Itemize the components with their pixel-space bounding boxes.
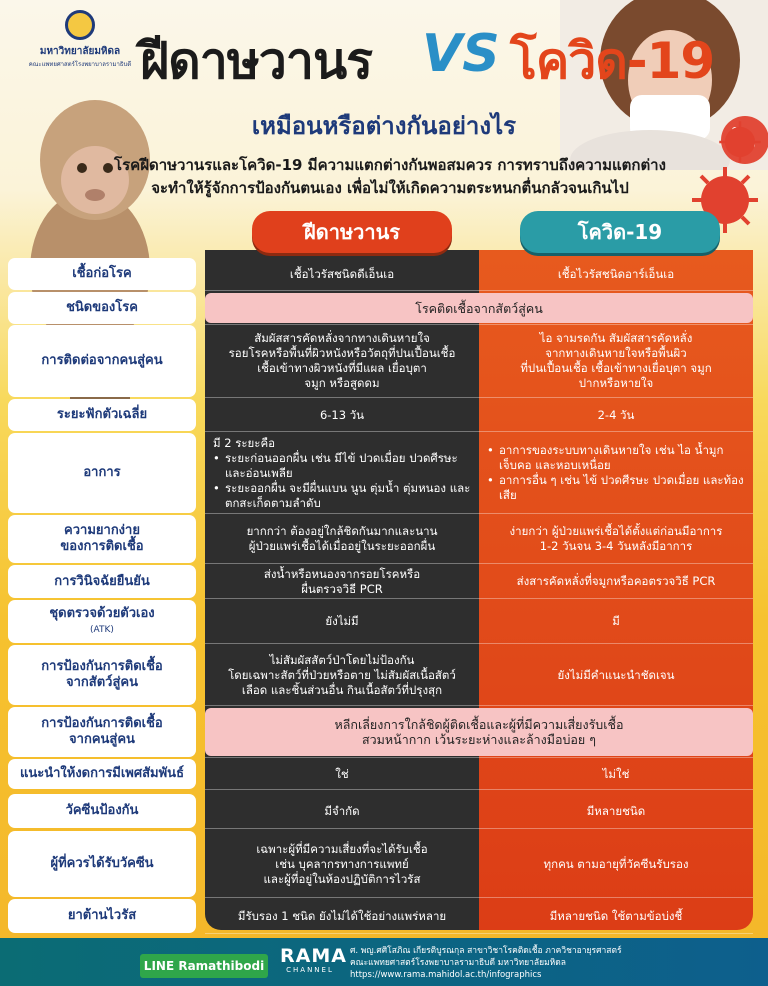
cell-text xyxy=(256,842,427,887)
cell-line: การป้องกันการติดเชื้อ xyxy=(41,659,163,674)
bullet-list xyxy=(213,451,471,511)
cell-text: มีรับรอง 1 ชนิด ยังไม่ได้ใช้อย่างแพร่หลาย xyxy=(237,908,447,923)
cell-text: ผู้ที่ควรได้รับวัคซีน xyxy=(50,856,154,871)
row-separator xyxy=(205,789,753,790)
right-cell xyxy=(479,759,753,789)
row-label xyxy=(8,707,196,757)
cell-line: สวมหน้ากาก เว้นระยะห่างและล้างมือบ่อย ๆ xyxy=(362,732,596,747)
row-label xyxy=(8,258,196,290)
cell-text: เชื้อไวรัสชนิดดีเอ็นเอ xyxy=(289,266,395,281)
channel-text: CHANNEL xyxy=(286,966,334,974)
cell-text xyxy=(520,331,711,391)
cell-text: เชื้อไวรัสชนิดอาร์เอ็นเอ xyxy=(557,266,675,281)
logo-line2: คณะแพทยศาสตร์โรงพยาบาลรามาธิบดี xyxy=(28,61,132,68)
row-separator xyxy=(205,513,753,514)
cell-text xyxy=(264,567,420,597)
cell-line: จมูก หรือสูดดม xyxy=(304,376,380,390)
column-header-mpox: ฝีดาษวานร xyxy=(252,211,452,253)
row-separator xyxy=(205,397,753,398)
bullet-item: • ระยะก่อนออกผื่น เช่น มีไข้ ปวดเมื่อย ปวดศีรษะ และอ่อนเพลีย xyxy=(213,451,471,481)
title-vs: VS xyxy=(422,24,500,84)
cell-line: จากคนสู่คน xyxy=(69,732,135,747)
cell-text: 2-4 วัน xyxy=(597,407,635,422)
right-cell xyxy=(479,325,753,397)
cell-text: ใช่ xyxy=(335,766,349,781)
right-cell xyxy=(479,565,753,598)
cell-text: ยาต้านไวรัส xyxy=(67,908,137,923)
cell-line: เชื้อเข้าทางผิวหนังที่มีแผล เยื่อบุตา xyxy=(257,361,427,375)
page-title xyxy=(140,20,760,100)
row-separator xyxy=(205,705,753,706)
left-cell xyxy=(205,325,479,397)
cell-text xyxy=(510,524,723,554)
left-cell xyxy=(205,565,479,598)
cell-text: ระยะฟักตัวเฉลี่ย xyxy=(56,407,148,422)
cell-line: จากทางเดินหายใจหรือพื้นผิว xyxy=(545,346,687,360)
row-label xyxy=(8,565,196,598)
row-label xyxy=(8,433,196,513)
right-cell xyxy=(479,831,753,897)
cell-line: 1-2 วันจน 3-4 วันหลังมีอาการ xyxy=(539,539,693,553)
row-label xyxy=(8,515,196,563)
title-left: ฝีดาษวานร xyxy=(140,32,372,90)
right-cell xyxy=(479,515,753,563)
line-link[interactable]: LINE Ramathibodi xyxy=(140,954,268,978)
credit-line: คณะแพทยศาสตร์โรงพยาบาลรามาธิบดี มหาวิทยาลัยมหิดล xyxy=(350,958,567,968)
cell-text: วัคซีนป้องกัน xyxy=(65,803,139,818)
left-cell xyxy=(205,645,479,705)
cell-line: โดยเฉพาะสัตว์ที่ป่วยหรือตาย ไม่สัมผัสเนื้อสัตว์ xyxy=(228,667,456,682)
row-label xyxy=(8,899,196,933)
cell-text: ชนิดของโรค xyxy=(66,300,138,315)
left-cell xyxy=(205,600,479,643)
bullet-item: • อาการของระบบทางเดินหายใจ เช่น ไอ น้ำมูก เจ็บคอ และหอบเหนื่อย xyxy=(487,443,745,473)
intro-line: โรคฝีดาษวานรและโควิด-19 มีความแตกต่างกันพอสมควร การทราบถึงความแตกต่าง xyxy=(114,156,666,174)
logo-line1: มหาวิทยาลัยมหิดล xyxy=(39,46,121,57)
left-cell xyxy=(205,899,479,933)
cell-line: สัมผัสสารคัดหลั่งจากทางเดินหายใจ xyxy=(254,331,430,345)
cell-line: ปากหรือหายใจ xyxy=(578,376,654,390)
row-label xyxy=(8,759,196,789)
right-cell xyxy=(479,645,753,705)
cell-text: ชุดตรวจด้วยตัวเอง xyxy=(49,605,155,621)
row-separator xyxy=(205,290,753,291)
cell-text: การวินิจฉัยยืนยัน xyxy=(54,573,150,589)
right-cell xyxy=(479,899,753,933)
cell-line: เช่น บุคลากรทางการแพทย์ xyxy=(275,856,409,871)
cell-text: ยังไม่มี xyxy=(325,614,359,628)
cell-text xyxy=(247,524,438,554)
cell-text: ไม่ใช่ xyxy=(602,766,630,781)
cell-line: ของการติดเชื้อ xyxy=(60,539,144,554)
row-separator xyxy=(205,643,753,644)
row-label xyxy=(8,831,196,897)
seal-icon xyxy=(65,10,95,40)
right-cell xyxy=(479,600,753,643)
cell-text: โรคติดเชื้อจากสัตว์สู่คน xyxy=(415,300,543,316)
cell-line: การป้องกันการติดเชื้อ xyxy=(41,716,163,731)
cell-line: รอยโรคหรือพื้นที่ผิวหนังหรือวัตถุที่ปนเปื้อนเชื้อ xyxy=(228,346,456,360)
row-separator xyxy=(205,598,753,599)
title-right: โควิด-19 xyxy=(510,32,715,90)
left-cell xyxy=(205,515,479,563)
left-cell xyxy=(205,258,479,290)
credit-line: ศ. พญ.ศศิโสภิณ เกียรติบูรณกุล สาขาวิชาโรคติดเชื้อ ภาควิชาอายุรศาสตร์ xyxy=(350,946,622,956)
cell-text xyxy=(228,653,456,698)
cell-text: ส่งสารคัดหลั่งที่จมูกหรือคอตรวจวิธี PCR xyxy=(516,574,716,588)
cell-text: มีหลายชนิด xyxy=(586,803,646,818)
right-cell xyxy=(479,433,753,513)
row-separator xyxy=(205,757,753,758)
left-cell xyxy=(205,831,479,897)
cell-line: ความยากง่าย xyxy=(64,523,140,538)
cell-text: แนะนำให้งดการมีเพศสัมพันธ์ xyxy=(19,766,185,781)
row-separator xyxy=(205,431,753,432)
cell-text: ทุกคน ตามอายุที่วัคซีนรับรอง xyxy=(543,856,689,871)
cell-line: ไม่สัมผัสสัตว์ป่าโดยไม่ป้องกัน xyxy=(269,652,415,667)
column-header-covid: โควิด-19 xyxy=(520,211,720,253)
cell-text xyxy=(229,331,456,391)
university-logo xyxy=(20,10,140,69)
row-separator xyxy=(205,828,753,829)
row-label xyxy=(8,399,196,431)
row-separator xyxy=(205,897,753,898)
right-cell xyxy=(479,399,753,431)
row-label xyxy=(8,645,196,705)
row-separator xyxy=(205,563,753,564)
merged-cell xyxy=(205,708,753,756)
right-cell xyxy=(479,794,753,828)
credit-line: https://www.rama.mahidol.ac.th/infographics xyxy=(350,970,542,980)
bullet-list xyxy=(487,443,745,503)
cell-line: เลือด และชิ้นส่วนอื่น กินเนื้อสัตว์ที่ปรุงสุก xyxy=(241,682,443,697)
cell-line: ไอ จามรดกัน สัมผัสสารคัดหลั่ง xyxy=(539,331,693,345)
row-label xyxy=(8,794,196,828)
row-label xyxy=(8,325,196,397)
cell-text: 6-13 วัน xyxy=(319,407,365,422)
cell-line: หลีกเลี่ยงการใกล้ชิดผู้ติดเชื้อและผู้ที่มีความเสี่ยงรับเชื้อ xyxy=(334,717,624,732)
row-label-small: (ATK) xyxy=(90,624,114,635)
cell-line: ผื่นตรวจวิธี PCR xyxy=(301,581,383,596)
cell-line: เฉพาะผู้ที่มีความเสี่ยงที่จะได้รับเชื้อ xyxy=(256,841,428,856)
cell-text xyxy=(41,716,162,748)
left-cell xyxy=(205,433,479,513)
merged-cell xyxy=(205,293,753,323)
cell-text xyxy=(334,717,623,747)
cell-line: ง่ายกว่า ผู้ป่วยแพร่เชื้อได้ตั้งแต่ก่อนมีอาการ xyxy=(509,524,723,538)
cell-text: มีจำกัด xyxy=(324,803,360,818)
cell-text: เชื้อก่อโรค xyxy=(72,266,132,281)
cell-line: ผู้ป่วยแพร่เชื้อได้เมื่ออยู่ในระยะออกผื่น xyxy=(248,539,436,553)
credit-text xyxy=(350,945,622,981)
row-label xyxy=(8,292,196,324)
cell-line: ที่ปนเปื้อนเชื้อ เชื้อเข้าทางเยื่อบุตา จมูก xyxy=(520,361,712,375)
left-cell xyxy=(205,759,479,789)
cell-line: และผู้ที่อยู่ในห้องปฏิบัติการไวรัส xyxy=(263,871,421,886)
cell-line: ยากกว่า ต้องอยู่ใกล้ชิดกันมากและนาน xyxy=(246,524,438,538)
cell-text: การติดต่อจากคนสู่คน xyxy=(41,353,163,368)
bullet-item: • ระยะออกผื่น จะมีผื่นแบน นูน ตุ่มน้ำ ตุ่มหนอง และตกสะเก็ดตามลำดับ xyxy=(213,481,471,511)
cell-line: จากสัตว์สู่คน xyxy=(66,675,138,690)
cell-line: มี 2 ระยะคือ xyxy=(213,435,276,450)
left-cell xyxy=(205,794,479,828)
row-separator xyxy=(205,933,753,934)
cell-text: อาการ xyxy=(83,465,121,480)
cell-text xyxy=(60,523,143,555)
left-cell xyxy=(205,399,479,431)
row-label xyxy=(8,600,196,643)
cell-text xyxy=(41,659,162,691)
cell-text: มีหลายชนิด ใช้ตามข้อบ่งชี้ xyxy=(549,908,683,923)
rama-channel-logo xyxy=(280,945,347,974)
intro-line: จะทำให้รู้จักการป้องกันตนเอง เพื่อไม่ให้เกิดความตระหนกตื่นกลัวจนเกินไป xyxy=(151,179,629,197)
intro-text xyxy=(50,154,730,200)
bullet-item: • อาการอื่น ๆ เช่น ไข้ ปวดศีรษะ ปวดเมื่อย และท้องเสีย xyxy=(487,473,745,503)
cell-text xyxy=(213,436,471,511)
cell-text: ยังไม่มีคำแนะนำชัดเจน xyxy=(557,667,675,682)
cell-text: มี xyxy=(612,614,620,628)
right-cell xyxy=(479,258,753,290)
rama-text: RAMA xyxy=(280,945,347,967)
subtitle: เหมือนหรือต่างกันอย่างไร xyxy=(251,112,517,140)
cell-line: ส่งน้ำหรือหนองจากรอยโรคหรือ xyxy=(263,566,421,581)
